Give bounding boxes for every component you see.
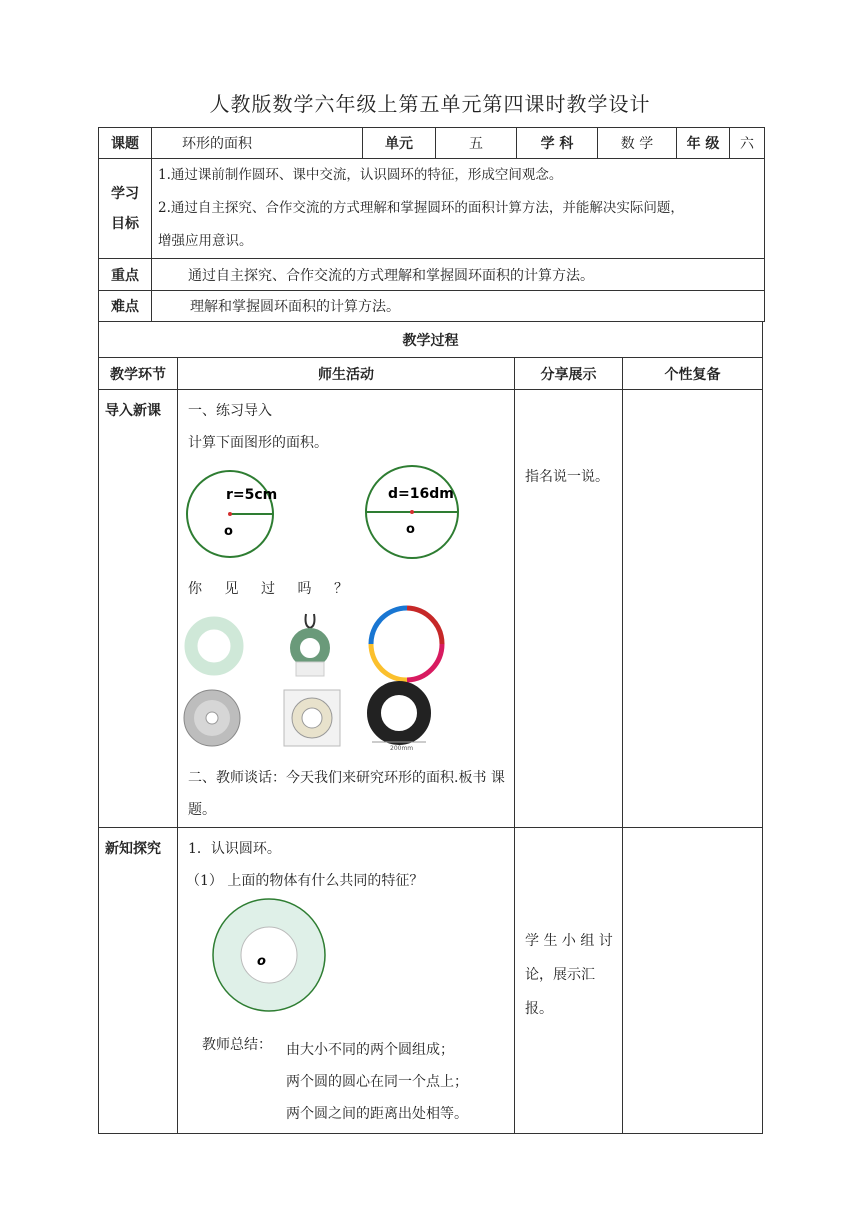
intro-stage: 导入新课 (105, 403, 161, 419)
key-text: 通过自主探究、合作交流的方式理解和掌握圆环面积的计算方法。 (152, 259, 765, 291)
intro-activity-cell (178, 390, 515, 828)
intro-notes-cell (623, 390, 763, 828)
explore-line-1: 1．认识圆环。 (188, 841, 281, 857)
annulus-figure (212, 896, 332, 1016)
goals-text: 1.通过课前制作圆环、课中交流，认识圆环的特征，形成空间观念。 2.通过自主探究、合作交流的方式理解和掌握圆环的面积计算方法，并能解决实际问题， 增强应用意识。 (152, 159, 765, 259)
center-label-2: o (406, 522, 415, 537)
intro-share-cell (515, 390, 623, 828)
grade-value: 六 (730, 128, 765, 159)
jade-pendant-image (295, 614, 325, 676)
intro-stage-cell (99, 390, 178, 828)
difficult-label: 难点 (99, 291, 152, 322)
intro-teacher-talk: 二、教师谈话：今天我们来研究环形的面积.板书 课 题。 (188, 770, 505, 818)
unit-label: 单元 (363, 128, 436, 159)
annulus-center-label: o (257, 954, 266, 969)
unit-value: 五 (436, 128, 517, 159)
explore-activity-cell (178, 828, 515, 1134)
summary-label: 教师总结： (202, 1037, 272, 1053)
col-stage: 教学环节 (99, 358, 178, 390)
subject-value: 数 学 (598, 128, 677, 159)
radius-label: r=5cm (226, 487, 278, 503)
page-title: 人教版数学六年级上第五单元第四课时教学设计 (209, 92, 651, 116)
difficult-text: 理解和掌握圆环面积的计算方法。 (152, 291, 765, 322)
explore-notes-cell (623, 828, 763, 1134)
col-activity: 师生活动 (178, 358, 515, 390)
key-label: 重点 (99, 259, 152, 291)
explore-share: 学 生 小 组 讨 论，展示汇报。 (525, 933, 613, 1017)
subject-label: 学 科 (517, 128, 598, 159)
col-notes: 个性复备 (623, 358, 763, 390)
tire-caption: 200mm (390, 745, 414, 752)
diameter-label: d=16dm (388, 486, 454, 502)
explore-share-cell (515, 828, 623, 1134)
tape-roll-image (284, 690, 340, 746)
intro-line-1: 一、练习导入 (188, 403, 272, 419)
seen-question: 你 见 过 吗 ？ (188, 581, 348, 597)
topic-value: 环形的面积 (152, 128, 363, 159)
explore-line-2: （1） 上面的物体有什么共同的特征？ (186, 873, 424, 889)
circle-diameter-figure (366, 466, 458, 558)
col-share: 分享展示 (515, 358, 623, 390)
colored-ring-image (371, 608, 442, 680)
cd-disc-image (184, 690, 240, 746)
process-table (98, 321, 763, 1134)
explore-stage-cell (99, 828, 178, 1134)
summary-points: 由大小不同的两个圆组成； 两个圆的圆心在同一个点上； 两个圆之间的距离出处相等。 (286, 1042, 468, 1122)
process-heading: 教学过程 (99, 322, 763, 358)
intro-line-2: 计算下面图形的面积。 (188, 435, 328, 451)
grade-label: 年 级 (677, 128, 730, 159)
center-label: o (224, 524, 233, 539)
ring-objects (182, 600, 512, 760)
circle-radius-figure (187, 471, 277, 557)
circle-exercises (182, 462, 512, 582)
goals-label: 学习 目标 (99, 159, 152, 259)
explore-stage: 新知探究 (105, 841, 161, 857)
info-table (98, 127, 765, 322)
intro-share: 指名说一说。 (525, 469, 609, 485)
tire-image (372, 688, 426, 752)
topic-label: 课题 (99, 128, 152, 159)
jade-ring-image (191, 623, 237, 669)
